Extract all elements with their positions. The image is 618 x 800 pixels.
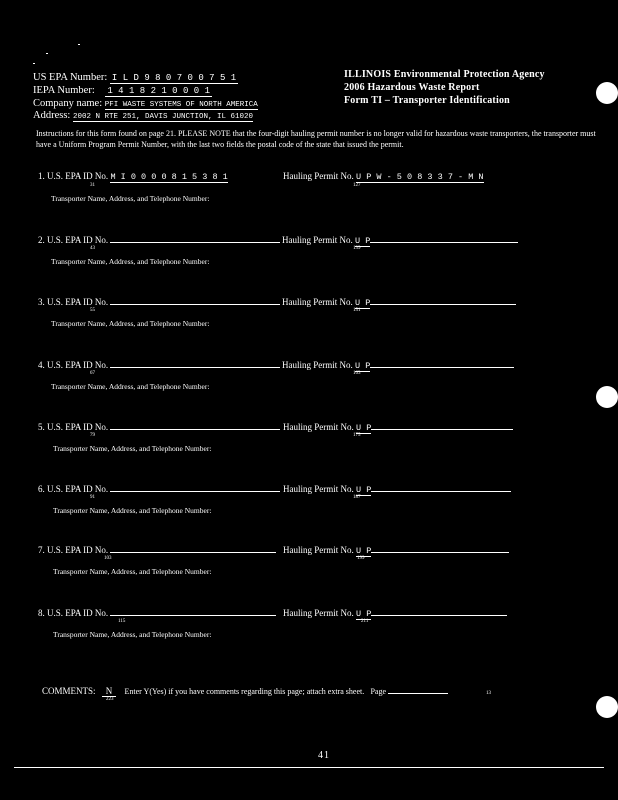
form-title: Form TI – Transporter Identification — [344, 95, 510, 106]
hauling-permit-field[interactable] — [371, 483, 511, 492]
address-label: Address: — [33, 110, 71, 121]
comments-page-field-number: 13 — [486, 691, 491, 696]
epa-id-row — [38, 421, 280, 432]
epa-id-field[interactable] — [110, 544, 276, 553]
binder-hole-top — [596, 82, 618, 104]
epa-id-row — [38, 359, 280, 370]
company-name-value[interactable]: PFI WASTE SYSTEMS OF NORTH AMERICA — [104, 101, 258, 109]
epa-id-label: U.S. EPA ID No. — [47, 545, 109, 555]
footer-rule — [14, 767, 604, 768]
hauling-permit-label: Hauling Permit No. — [283, 422, 354, 432]
hauling-permit-field[interactable] — [370, 359, 514, 368]
hauling-permit-field[interactable] — [370, 296, 516, 305]
epa-id-row — [38, 296, 280, 307]
hauling-permit-value[interactable]: U P — [356, 609, 372, 619]
hauling-permit-field-number: 139 — [353, 246, 361, 251]
hauling-permit-label: Hauling Permit No. — [283, 545, 354, 555]
epa-id-label: U.S. EPA ID No. — [47, 171, 109, 181]
hauling-permit-row — [283, 421, 513, 433]
comments-label: COMMENTS: — [42, 686, 96, 696]
transporter-number: 3. — [38, 297, 45, 307]
hauling-permit-field[interactable] — [370, 234, 518, 243]
transporter-number: 1. — [38, 171, 45, 181]
comments-field-number: 223 — [106, 697, 114, 702]
comments-row — [42, 685, 448, 696]
hauling-permit-field-number: 163 — [353, 371, 361, 376]
epa-id-field-number: 67 — [90, 371, 95, 376]
transporter-name-label: Transporter Name, Address, and Telephone Number: — [51, 382, 210, 391]
scan-speck — [33, 63, 35, 64]
hauling-permit-field-number: 187 — [353, 495, 361, 500]
hauling-permit-field[interactable] — [371, 607, 507, 616]
hauling-permit-row — [283, 607, 507, 619]
epa-id-row — [38, 483, 280, 494]
hauling-permit-label: Hauling Permit No. — [283, 484, 354, 494]
iepa-number-label: IEPA Number: — [33, 85, 95, 96]
hauling-permit-value[interactable]: U P — [355, 361, 371, 371]
epa-id-label: U.S. EPA ID No. — [47, 608, 109, 618]
hauling-permit-value[interactable]: U P — [356, 546, 372, 556]
epa-id-field-number: 31 — [90, 183, 95, 188]
epa-id-field-number: 115 — [118, 619, 126, 624]
epa-id-field[interactable] — [110, 607, 276, 616]
epa-id-label: U.S. EPA ID No. — [47, 235, 109, 245]
hauling-permit-label: Hauling Permit No. — [282, 360, 353, 370]
transporter-name-label: Transporter Name, Address, and Telephone Number: — [51, 257, 210, 266]
transporter-number: 7. — [38, 545, 45, 555]
instructions: Instructions for this form found on page 21. PLEASE NOTE that the four-digit hauling permit number is no longer valid for hazardous waste transporters, the transporter must have a Uniform Program Permit Number, with the last two fields the postal code of the state that issued the permit. — [36, 129, 596, 149]
transporter-number: 8. — [38, 608, 45, 618]
comments-page-label: Page — [370, 687, 387, 696]
scan-speck — [46, 53, 48, 54]
hauling-permit-row — [282, 296, 516, 308]
comments-instruction: Enter Y(Yes) if you have comments regarding this page; attach extra sheet. — [124, 687, 365, 696]
epa-id-value[interactable]: M I 0 0 0 0 8 1 5 3 8 1 — [110, 172, 228, 182]
epa-id-field-number: 79 — [90, 433, 95, 438]
iepa-number-row — [33, 84, 212, 98]
agency-title: ILLINOIS Environmental Protection Agency — [344, 69, 545, 80]
epa-id-row — [38, 171, 228, 182]
hauling-permit-field-number: 175 — [353, 433, 361, 438]
comments-page-field[interactable] — [388, 685, 448, 694]
company-name-label: Company name: — [33, 98, 103, 109]
epa-id-field[interactable] — [110, 483, 280, 492]
scan-speck — [78, 44, 80, 45]
hauling-permit-field[interactable] — [371, 421, 513, 430]
epa-id-row — [38, 544, 276, 555]
hauling-permit-value[interactable]: U P — [355, 298, 371, 308]
report-title: 2006 Hazardous Waste Report — [344, 82, 480, 93]
epa-id-row — [38, 234, 280, 245]
hauling-permit-row — [282, 359, 514, 371]
us-epa-number-label: US EPA Number: — [33, 72, 108, 83]
transporter-name-label: Transporter Name, Address, and Telephone Number: — [51, 319, 210, 328]
hauling-permit-value[interactable]: U P — [356, 485, 372, 495]
transporter-name-label: Transporter Name, Address, and Telephone Number: — [53, 630, 212, 639]
epa-id-field[interactable] — [110, 234, 280, 243]
hauling-permit-field-number: 199 — [357, 556, 365, 561]
transporter-name-label: Transporter Name, Address, and Telephone Number: — [53, 444, 212, 453]
epa-id-row — [38, 607, 276, 618]
hauling-permit-field-number: 127 — [353, 183, 361, 188]
hauling-permit-row — [283, 483, 511, 495]
binder-hole-bottom — [596, 696, 618, 718]
hauling-permit-field[interactable] — [371, 544, 509, 553]
hauling-permit-value[interactable]: U P — [356, 423, 372, 433]
hauling-permit-value[interactable]: U P — [355, 236, 371, 246]
transporter-number: 4. — [38, 360, 45, 370]
epa-id-label: U.S. EPA ID No. — [47, 360, 109, 370]
epa-id-label: U.S. EPA ID No. — [47, 297, 109, 307]
hauling-permit-field-number: 211 — [361, 619, 369, 624]
hauling-permit-row — [283, 544, 509, 556]
epa-id-field-number: 91 — [90, 495, 95, 500]
transporter-name-label: Transporter Name, Address, and Telephone Number: — [51, 194, 210, 203]
hauling-permit-row — [282, 234, 518, 246]
hauling-permit-label: Hauling Permit No. — [282, 297, 353, 307]
transporter-number: 6. — [38, 484, 45, 494]
epa-id-field-number: 103 — [104, 556, 112, 561]
transporter-name-label: Transporter Name, Address, and Telephone Number: — [53, 506, 212, 515]
us-epa-number-row — [33, 71, 238, 85]
transporter-number: 5. — [38, 422, 45, 432]
hauling-permit-row — [283, 171, 484, 182]
hauling-permit-label: Hauling Permit No. — [282, 235, 353, 245]
page-number: 41 — [318, 750, 330, 761]
comments-value[interactable]: N — [102, 686, 117, 697]
hauling-permit-label: Hauling Permit No. — [283, 171, 354, 181]
iepa-number-value[interactable]: 1 4 1 8 2 1 0 0 0 1 — [107, 86, 210, 96]
epa-id-label: U.S. EPA ID No. — [47, 422, 109, 432]
transporter-number: 2. — [38, 235, 45, 245]
address-value[interactable]: 2002 N RTE 251, DAVIS JUNCTION, IL 61020 — [72, 113, 253, 121]
epa-id-field[interactable] — [110, 359, 280, 368]
hauling-permit-value[interactable]: U P W - 5 0 8 3 3 7 - M N — [356, 172, 484, 182]
epa-id-field-number: 43 — [90, 246, 95, 251]
epa-id-field-number: 55 — [90, 308, 95, 313]
address-row — [33, 109, 253, 124]
hauling-permit-field-number: 151 — [353, 308, 361, 313]
us-epa-number-value[interactable]: I L D 9 8 0 7 0 0 7 5 1 — [111, 73, 237, 83]
hauling-permit-label: Hauling Permit No. — [283, 608, 354, 618]
epa-id-field[interactable] — [110, 421, 280, 430]
transporter-name-label: Transporter Name, Address, and Telephone Number: — [53, 567, 212, 576]
epa-id-field[interactable] — [110, 296, 280, 305]
epa-id-label: U.S. EPA ID No. — [47, 484, 109, 494]
binder-hole-middle — [596, 386, 618, 408]
